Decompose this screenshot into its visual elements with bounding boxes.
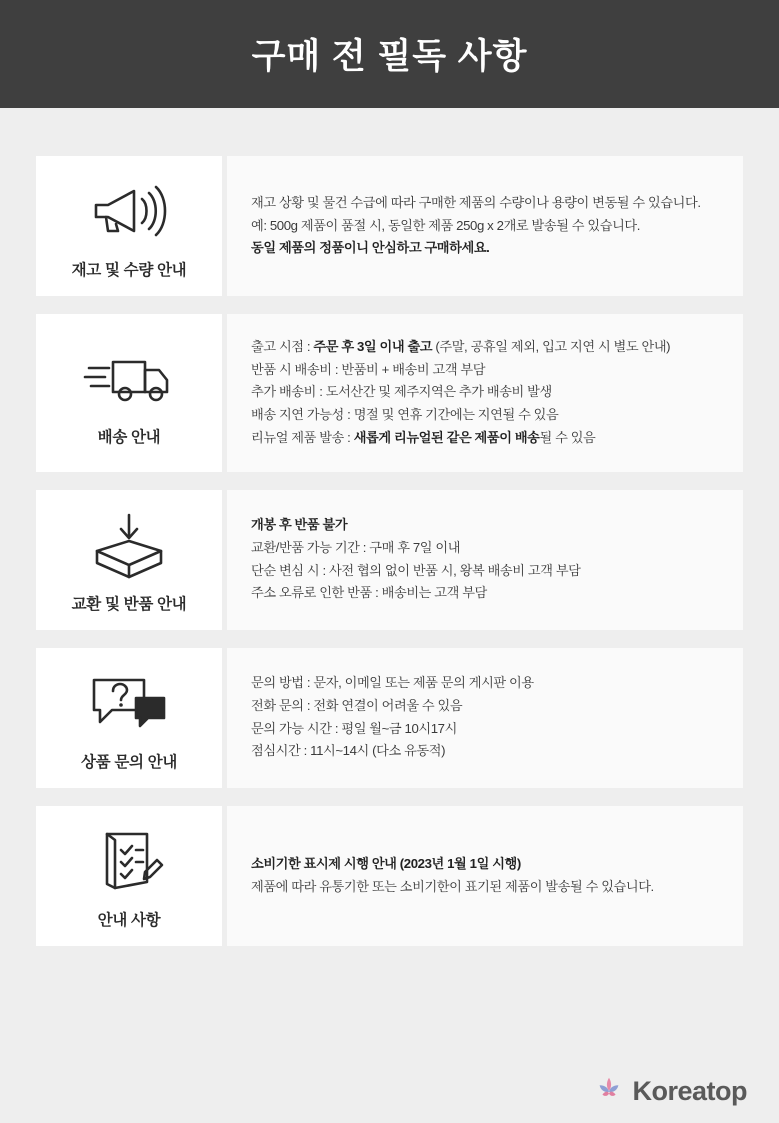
notice-line: 추가 배송비 : 도서산간 및 제주지역은 추가 배송비 발생 [251,384,552,400]
lotus-flower-icon [594,1074,624,1109]
section-label: 상품 문의 안내 [80,753,178,771]
notice-line: 예: 500g 제품이 품절 시, 동일한 제품 250g x 2개로 발송될 수 있습니다. [251,217,641,233]
notice-line: 주소 오류로 인한 반품 : 배송비는 고객 부담 [251,585,487,601]
notice-line-emphasis: 새롭게 리뉴얼된 같은 제품이 배송 [353,429,540,445]
notice-line: 제품에 따라 유통기한 또는 소비기한이 표기된 제품이 발송될 수 있습니다. [251,878,654,894]
notice-line: 반품 시 배송비 : 반품비 + 배송비 고객 부담 [251,361,486,377]
page-title: 구매 전 필독 사항 [251,37,528,76]
section-text-box [227,490,743,630]
notice-line: 개봉 후 반품 불가 [251,517,348,533]
section-exchange-return [36,490,743,630]
section-label: 안내 사항 [97,911,161,929]
open-box-icon [85,508,173,582]
section-icon-box [36,314,222,472]
section-general-notice [36,806,743,946]
section-label: 배송 안내 [97,428,161,446]
section-icon-box [36,806,222,946]
sections-container [0,108,779,946]
section-label: 교환 및 반품 안내 [71,595,187,613]
section-text-box [227,314,743,472]
brand-footer [594,1074,747,1109]
notice-line [251,336,721,359]
question-chat-icon [86,666,172,740]
notice-line [251,427,721,450]
section-icon-box [36,490,222,630]
notice-line: 문의 가능 시간 : 평일 월~금 10시17시 [251,720,457,736]
notice-line: 재고 상황 및 물건 수급에 따라 구매한 제품의 수량이나 용량이 변동될 수 있습니다. [251,194,701,210]
notice-line-tail: (주말, 공휴일 제외, 입고 지연 시 별도 안내) [432,339,671,354]
section-stock-quantity [36,156,743,296]
section-delivery [36,314,743,472]
notice-line: 전화 문의 : 전화 연결이 어려울 수 있음 [251,697,463,713]
notice-line: 문의 방법 : 문자, 이메일 또는 제품 문의 게시판 이용 [251,675,534,691]
notice-line-lead: 리뉴얼 제품 발송 : [251,429,354,445]
notice-line: 단순 변심 시 : 사전 협의 없이 반품 시, 왕복 배송비 고객 부담 [251,562,581,578]
section-text-box [227,806,743,946]
section-label: 재고 및 수량 안내 [71,262,187,279]
section-text-box [227,156,743,296]
page-header [0,0,779,108]
notice-line: 동일 제품의 정품이니 안심하고 구매하세요. [251,240,490,256]
notice-line-lead: 출고 시점 : [251,339,314,354]
section-icon-box [36,648,222,788]
notice-line: 교환/반품 가능 기간 : 구매 후 7일 이내 [251,539,461,555]
notice-line: 배송 지연 가능성 : 명절 및 연휴 기간에는 지연될 수 있음 [251,407,559,423]
notice-line: 소비기한 표시제 시행 안내 (2023년 1월 1일 시행) [251,855,521,871]
notice-line: 점심시간 : 11시~14시 (다소 유동적) [251,743,446,759]
notice-line-tail: 될 수 있음 [539,429,596,445]
section-text-box [227,648,743,788]
clipboard-checklist-icon [89,824,169,898]
section-icon-box [36,156,222,296]
section-product-inquiry [36,648,743,788]
brand-name: Koreatop [632,1076,747,1106]
delivery-truck-icon [83,341,175,415]
notice-line-emphasis: 주문 후 3일 이내 출고 [313,339,433,354]
megaphone-icon [86,174,172,248]
